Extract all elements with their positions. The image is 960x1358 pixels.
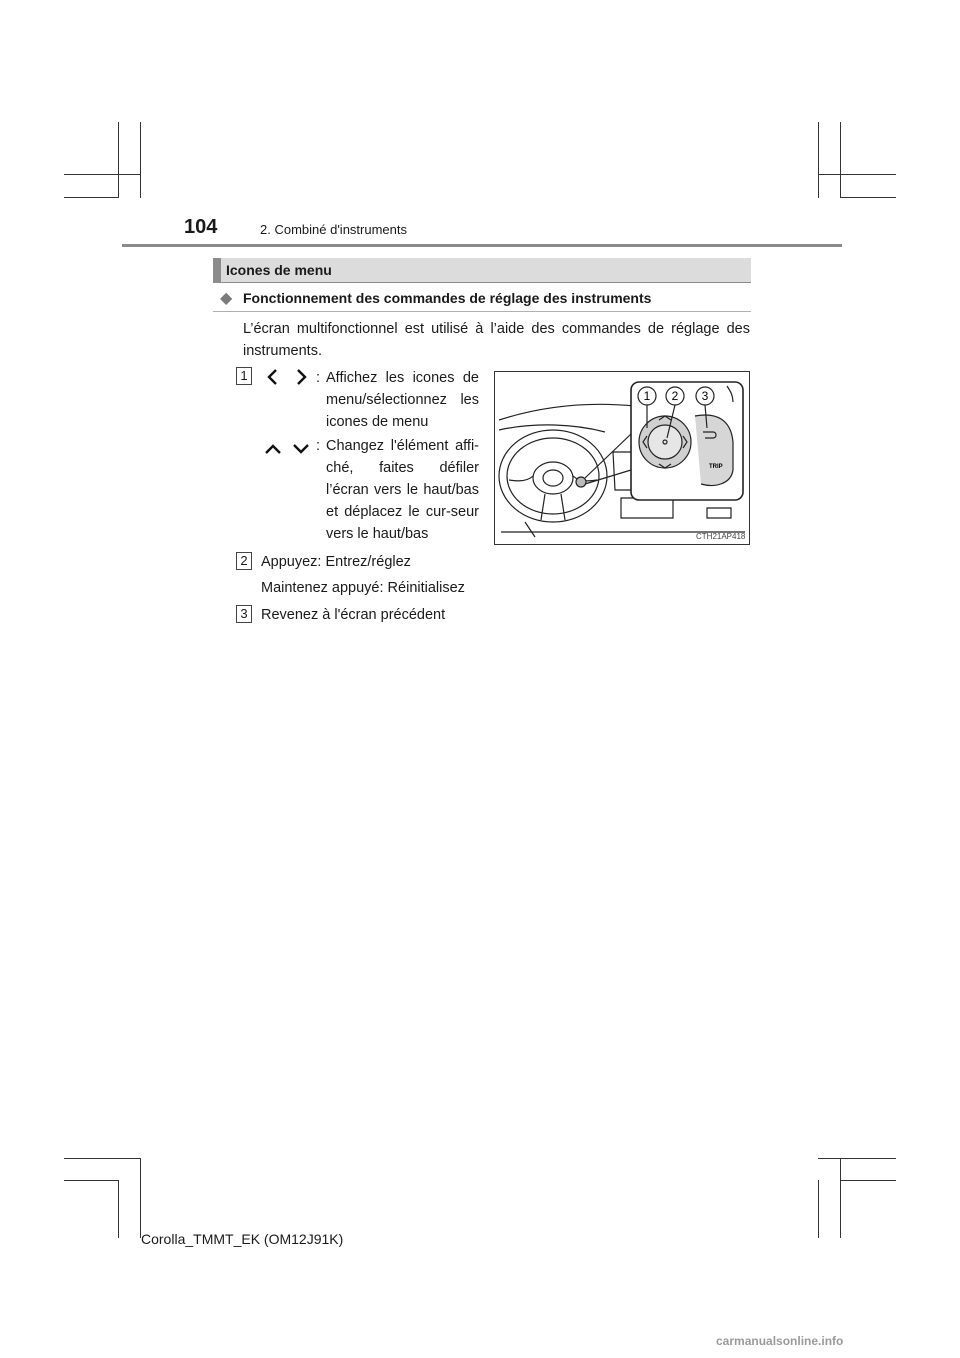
figure-code: CTH21AP418 (696, 532, 746, 541)
chevron-right-icon (292, 368, 310, 386)
crop-mark (140, 122, 141, 198)
crop-mark (818, 1180, 819, 1238)
crop-mark (64, 197, 118, 198)
item-number-2: 2 (236, 552, 252, 570)
section-divider (213, 282, 751, 283)
crop-mark (818, 174, 896, 175)
intro-paragraph: L’écran multifonctionnel est utilisé à l’aide des commandes de réglage des instruments. (243, 321, 750, 359)
chevron-up-icon (264, 440, 282, 458)
callout-3: 3 (701, 389, 709, 403)
crop-mark (818, 1158, 896, 1159)
crop-mark (64, 1158, 140, 1159)
crop-mark (64, 174, 140, 175)
steering-wheel-illustration (495, 372, 749, 544)
chevron-left-icon (264, 368, 282, 386)
colon: : (316, 438, 321, 454)
crop-mark (840, 1158, 841, 1238)
item-2-hold: Maintenez appuyé: Réinitialisez (261, 580, 465, 596)
subsection-title: Fonctionnement des commandes de réglage des instruments (243, 290, 652, 306)
crop-mark (118, 122, 119, 198)
steering-controls-figure (494, 371, 750, 545)
watermark: carmanualsonline.info (716, 1334, 844, 1348)
crop-mark (840, 1180, 896, 1181)
item-1-left-right-description: Affichez les icones de menu/sélectionnez les icones de menu (326, 370, 479, 430)
footer-doc-id: Corolla_TMMT_EK (OM12J91K) (141, 1231, 344, 1247)
chevron-down-icon (292, 440, 310, 458)
crop-mark (818, 122, 819, 198)
section-title: Icones de menu (226, 262, 332, 278)
item-number-1: 1 (236, 367, 252, 385)
item-1-up-down-description: Changez l'élément affi-ché, faites défiler l’écran vers le haut/bas et déplacez le cur-seur vers le haut/bas (326, 438, 479, 542)
crop-mark (64, 1180, 118, 1181)
trip-button-label: TRIP (709, 464, 723, 470)
diamond-bullet-icon: ◆ (220, 290, 233, 307)
colon: : (316, 370, 321, 386)
crop-mark (840, 122, 841, 198)
callout-2: 2 (671, 389, 679, 403)
callout-1: 1 (643, 389, 651, 403)
crop-mark (840, 197, 896, 198)
page-number: 104 (184, 216, 218, 238)
subsection-divider (213, 311, 751, 312)
crop-mark (118, 1180, 119, 1238)
item-2-press: Appuyez: Entrez/réglez (261, 554, 411, 570)
item-number-3: 3 (236, 605, 252, 623)
header-rule (122, 244, 842, 247)
crop-mark (140, 1158, 141, 1238)
item-3-back: Revenez à l'écran précédent (261, 607, 446, 623)
chapter-title: 2. Combiné d'instruments (260, 222, 407, 237)
